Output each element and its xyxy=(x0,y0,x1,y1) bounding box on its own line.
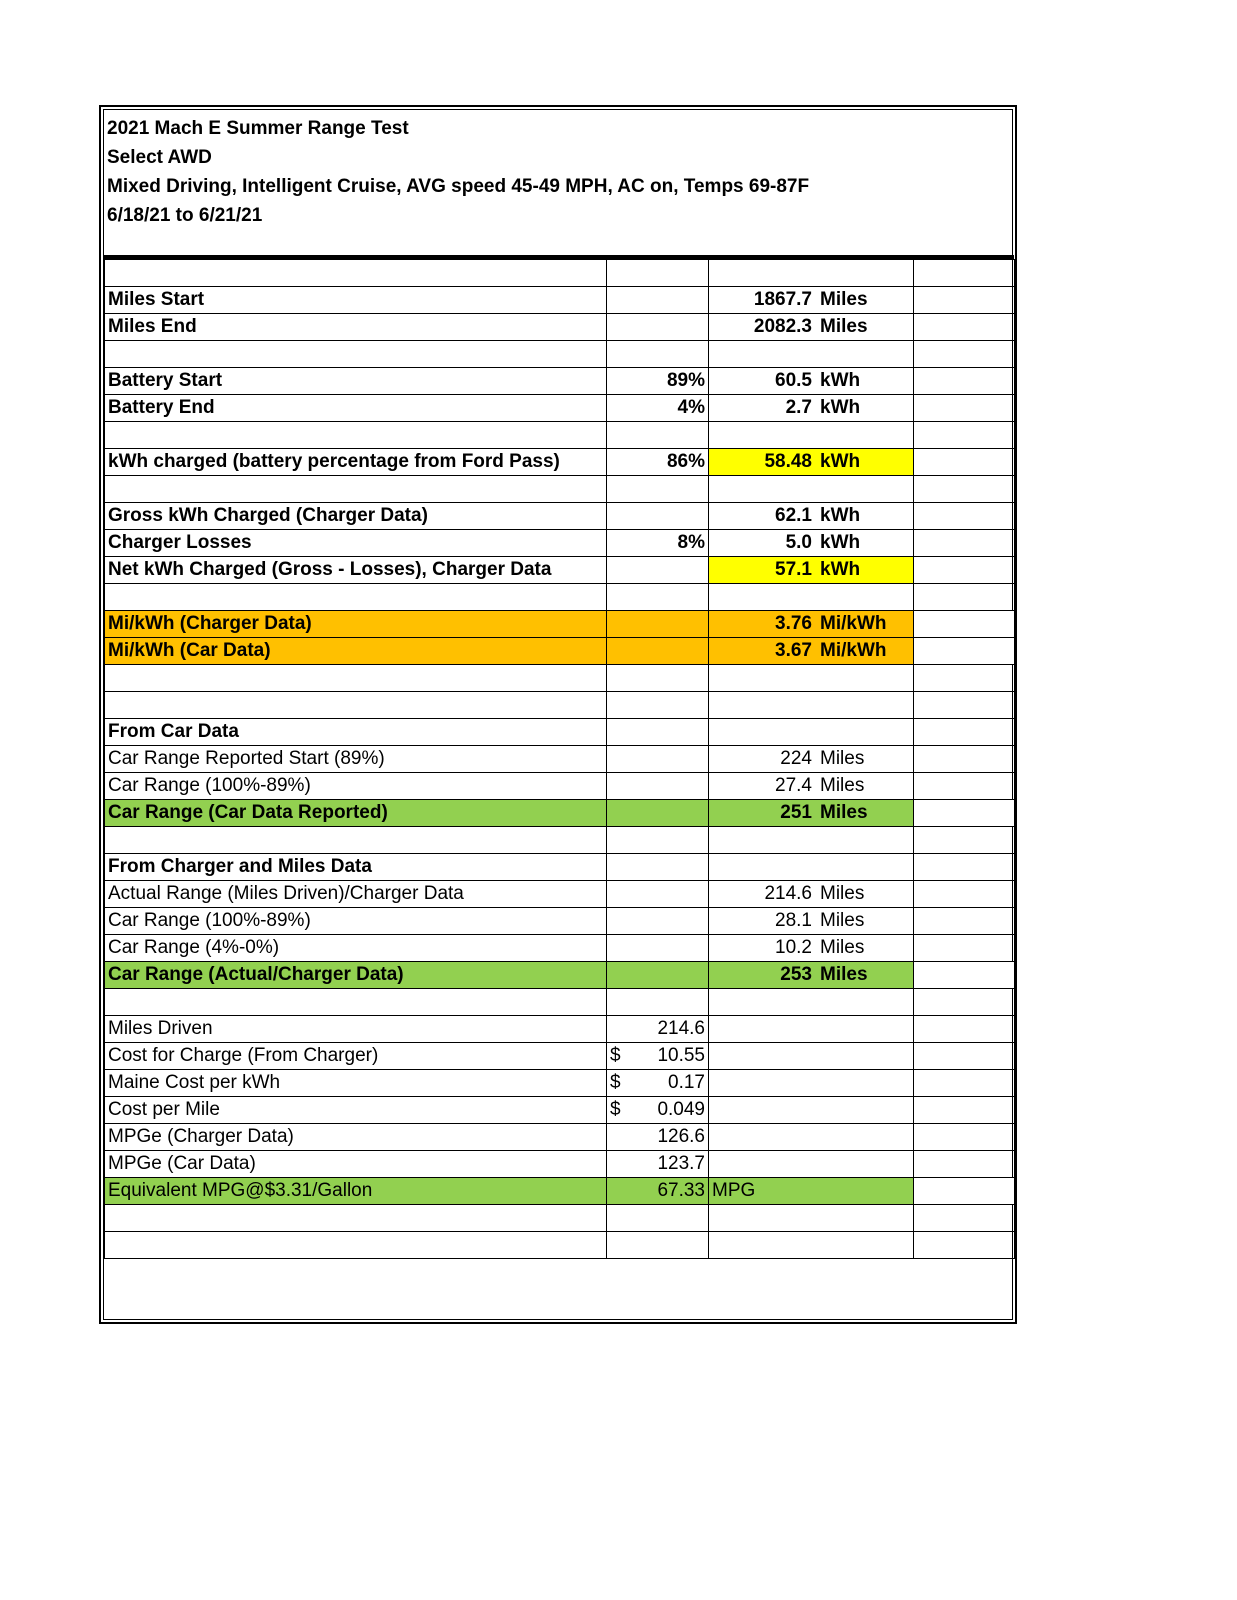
row-empty-cell xyxy=(914,422,1015,449)
row-label: Mi/kWh (Charger Data) xyxy=(105,611,607,638)
row-unit: Miles xyxy=(820,910,865,931)
row-unit: Miles xyxy=(820,802,868,823)
row-percent-cell xyxy=(607,1070,709,1097)
row-value: 58.48 xyxy=(764,451,812,472)
row-value-cell xyxy=(709,260,914,287)
row-label xyxy=(105,665,607,692)
table-row xyxy=(105,881,1015,908)
table-row xyxy=(105,692,1015,719)
table-row xyxy=(105,908,1015,935)
row-empty-cell xyxy=(914,1043,1015,1070)
row-label: Battery End xyxy=(105,395,607,422)
row-empty-cell xyxy=(914,1124,1015,1151)
sheet-header xyxy=(107,114,1007,252)
table-row xyxy=(105,1097,1015,1124)
row-value: 10.2 xyxy=(775,937,812,958)
table-row xyxy=(105,557,1015,584)
table-row xyxy=(105,1178,1015,1205)
row-percent-cell xyxy=(607,314,709,341)
row-empty-cell xyxy=(914,935,1015,962)
row-percent-cell xyxy=(607,773,709,800)
table-row xyxy=(105,476,1015,503)
row-unit: Mi/kWh xyxy=(820,613,887,634)
row-value-cell xyxy=(709,800,914,827)
row-value: 224 xyxy=(780,748,812,769)
row-label: Car Range (Actual/Charger Data) xyxy=(105,962,607,989)
row-value-cell xyxy=(709,854,914,881)
row-value-cell xyxy=(709,422,914,449)
row-empty-cell xyxy=(914,260,1015,287)
row-label xyxy=(105,827,607,854)
row-label: Gross kWh Charged (Charger Data) xyxy=(105,503,607,530)
row-value: 5.0 xyxy=(785,532,812,553)
row-value-cell xyxy=(709,827,914,854)
row-percent-cell xyxy=(607,935,709,962)
row-label: Car Range (100%-89%) xyxy=(105,908,607,935)
row-percent-cell xyxy=(607,908,709,935)
row-value: 214.6 xyxy=(764,883,812,904)
table-row xyxy=(105,638,1015,665)
table-row xyxy=(105,368,1015,395)
row-value: 60.5 xyxy=(775,370,812,391)
table-row xyxy=(105,422,1015,449)
row-label: Net kWh Charged (Gross - Losses), Charger Data xyxy=(105,557,607,584)
row-label: Charger Losses xyxy=(105,530,607,557)
row-empty-cell xyxy=(914,827,1015,854)
row-unit: Mi/kWh xyxy=(820,640,887,661)
table-row xyxy=(105,854,1015,881)
row-value-cell xyxy=(709,449,914,476)
row-unit: kWh xyxy=(820,370,861,391)
row-percent-cell xyxy=(607,260,709,287)
row-value-cell xyxy=(709,368,914,395)
row-empty-cell xyxy=(914,476,1015,503)
row-label xyxy=(105,476,607,503)
row-percent-cell xyxy=(607,746,709,773)
row-label: MPGe (Charger Data) xyxy=(105,1124,607,1151)
row-label xyxy=(105,1205,607,1232)
row-percent-cell: 8% xyxy=(607,530,709,557)
row-value-cell xyxy=(709,638,914,665)
row-value-cell xyxy=(709,287,914,314)
currency-symbol: $ xyxy=(610,1045,621,1066)
row-percent-cell xyxy=(607,881,709,908)
row-value: 253 xyxy=(780,964,812,985)
row-label: MPGe (Car Data) xyxy=(105,1151,607,1178)
row-empty-cell xyxy=(914,1016,1015,1043)
row-empty-cell xyxy=(914,530,1015,557)
row-label: Cost for Charge (From Charger) xyxy=(105,1043,607,1070)
row-value-cell xyxy=(709,476,914,503)
row-percent-cell xyxy=(607,422,709,449)
row-value-cell xyxy=(709,1178,914,1205)
row-unit: Miles xyxy=(820,937,865,958)
table-row xyxy=(105,1043,1015,1070)
row-value-cell xyxy=(709,611,914,638)
currency-amount: 10.55 xyxy=(657,1045,705,1066)
row-value: 2.7 xyxy=(785,397,812,418)
row-value-cell xyxy=(709,719,914,746)
row-value-cell xyxy=(709,1043,914,1070)
row-percent-cell xyxy=(607,800,709,827)
row-empty-cell xyxy=(914,1070,1015,1097)
table-row xyxy=(105,719,1015,746)
table-row xyxy=(105,1205,1015,1232)
row-value-cell xyxy=(709,395,914,422)
row-value-cell xyxy=(709,908,914,935)
row-percent-cell xyxy=(607,719,709,746)
row-label: Car Range (4%-0%) xyxy=(105,935,607,962)
row-value-cell xyxy=(709,773,914,800)
currency-amount: 0.17 xyxy=(668,1072,705,1093)
row-unit: kWh xyxy=(820,397,861,418)
row-value: 27.4 xyxy=(775,775,812,796)
row-empty-cell xyxy=(914,314,1015,341)
sheet-subtitle: Select AWD xyxy=(107,147,212,168)
table-row xyxy=(105,962,1015,989)
row-empty-cell xyxy=(914,854,1015,881)
row-value-cell xyxy=(709,314,914,341)
row-empty-cell xyxy=(914,449,1015,476)
row-label: Cost per Mile xyxy=(105,1097,607,1124)
row-percent-cell: 86% xyxy=(607,449,709,476)
row-percent-cell xyxy=(607,476,709,503)
row-unit: kWh xyxy=(820,505,861,526)
data-table xyxy=(104,259,1015,1259)
table-row xyxy=(105,530,1015,557)
row-label: Miles End xyxy=(105,314,607,341)
table-row xyxy=(105,503,1015,530)
row-unit: kWh xyxy=(820,559,861,580)
row-percent-cell xyxy=(607,854,709,881)
row-empty-cell xyxy=(914,557,1015,584)
table-row xyxy=(105,1070,1015,1097)
row-percent-cell xyxy=(607,1043,709,1070)
row-value-cell xyxy=(709,1070,914,1097)
row-value: 62.1 xyxy=(775,505,812,526)
row-value-cell xyxy=(709,746,914,773)
row-label: Car Range (Car Data Reported) xyxy=(105,800,607,827)
table-row xyxy=(105,314,1015,341)
row-unit: Miles xyxy=(820,316,868,337)
row-label xyxy=(105,1232,607,1259)
row-value: 28.1 xyxy=(775,910,812,931)
row-percent-cell xyxy=(607,692,709,719)
row-value-cell xyxy=(709,341,914,368)
row-percent-cell xyxy=(607,827,709,854)
row-label: Car Range (100%-89%) xyxy=(105,773,607,800)
row-label: Battery Start xyxy=(105,368,607,395)
row-empty-cell xyxy=(914,395,1015,422)
row-unit: Miles xyxy=(820,883,865,904)
row-value-cell xyxy=(709,1232,914,1259)
row-value-cell xyxy=(709,1016,914,1043)
row-percent-cell: 123.7 xyxy=(607,1151,709,1178)
row-label xyxy=(105,341,607,368)
row-label xyxy=(105,692,607,719)
row-value-cell xyxy=(709,962,914,989)
row-label xyxy=(105,422,607,449)
row-empty-cell xyxy=(914,503,1015,530)
currency-symbol: $ xyxy=(610,1072,621,1093)
row-percent-cell xyxy=(607,1205,709,1232)
row-empty-cell xyxy=(914,584,1015,611)
row-percent-cell xyxy=(607,989,709,1016)
row-label: From Car Data xyxy=(105,719,607,746)
row-value-cell xyxy=(709,557,914,584)
row-percent-cell xyxy=(607,638,709,665)
test-dates: 6/18/21 to 6/21/21 xyxy=(107,205,263,226)
row-percent-cell: 89% xyxy=(607,368,709,395)
table-row xyxy=(105,449,1015,476)
row-label: Actual Range (Miles Driven)/Charger Data xyxy=(105,881,607,908)
row-percent-cell xyxy=(607,665,709,692)
row-label xyxy=(105,989,607,1016)
row-label: Car Range Reported Start (89%) xyxy=(105,746,607,773)
row-value-cell xyxy=(709,1124,914,1151)
row-empty-cell xyxy=(914,287,1015,314)
table-row xyxy=(105,773,1015,800)
row-value-cell xyxy=(709,1097,914,1124)
row-value-cell xyxy=(709,989,914,1016)
row-label: From Charger and Miles Data xyxy=(105,854,607,881)
row-percent-cell: 67.33 xyxy=(607,1178,709,1205)
row-empty-cell xyxy=(914,341,1015,368)
sheet-title: 2021 Mach E Summer Range Test xyxy=(107,118,409,139)
row-label: kWh charged (battery percentage from Ford Pass) xyxy=(105,449,607,476)
row-percent-cell xyxy=(607,1097,709,1124)
row-label xyxy=(105,584,607,611)
row-percent-cell xyxy=(607,287,709,314)
table-row xyxy=(105,1232,1015,1259)
row-empty-cell xyxy=(914,746,1015,773)
row-percent-cell: 126.6 xyxy=(607,1124,709,1151)
row-value: 2082.3 xyxy=(753,316,812,337)
table-row xyxy=(105,800,1015,827)
row-unit: Miles xyxy=(820,748,865,769)
row-value-cell xyxy=(709,530,914,557)
table-row xyxy=(105,260,1015,287)
row-empty-cell xyxy=(914,1178,1015,1205)
row-percent-cell xyxy=(607,503,709,530)
row-value-cell xyxy=(709,665,914,692)
row-percent-cell xyxy=(607,341,709,368)
table-row xyxy=(105,665,1015,692)
table-row xyxy=(105,341,1015,368)
test-conditions: Mixed Driving, Intelligent Cruise, AVG speed 45-49 MPH, AC on, Temps 69-87F xyxy=(107,176,810,197)
currency-amount: 0.049 xyxy=(657,1099,705,1120)
table-row xyxy=(105,1016,1015,1043)
row-unit: MPG xyxy=(712,1180,756,1201)
row-label xyxy=(105,260,607,287)
sheet-inner-border xyxy=(103,109,1013,1320)
row-unit: Miles xyxy=(820,289,868,310)
row-empty-cell xyxy=(914,989,1015,1016)
row-value-cell xyxy=(709,881,914,908)
row-unit: Miles xyxy=(820,775,865,796)
table-row xyxy=(105,935,1015,962)
row-empty-cell xyxy=(914,368,1015,395)
row-empty-cell xyxy=(914,908,1015,935)
row-empty-cell xyxy=(914,1205,1015,1232)
table-row xyxy=(105,584,1015,611)
row-percent-cell xyxy=(607,962,709,989)
table-row xyxy=(105,746,1015,773)
row-percent-cell xyxy=(607,611,709,638)
row-empty-cell xyxy=(914,881,1015,908)
row-value-cell xyxy=(709,584,914,611)
table-row xyxy=(105,1151,1015,1178)
row-empty-cell xyxy=(914,800,1015,827)
row-label: Equivalent MPG@$3.31/Gallon xyxy=(105,1178,607,1205)
row-unit: Miles xyxy=(820,964,868,985)
row-label: Miles Start xyxy=(105,287,607,314)
table-row xyxy=(105,287,1015,314)
row-percent-cell: 4% xyxy=(607,395,709,422)
row-empty-cell xyxy=(914,692,1015,719)
row-percent-cell xyxy=(607,557,709,584)
row-percent-cell xyxy=(607,1232,709,1259)
row-unit: kWh xyxy=(820,532,861,553)
table-row xyxy=(105,611,1015,638)
table-row xyxy=(105,989,1015,1016)
row-value: 57.1 xyxy=(775,559,812,580)
row-value: 3.67 xyxy=(775,640,812,661)
row-label: Maine Cost per kWh xyxy=(105,1070,607,1097)
row-value: 3.76 xyxy=(775,613,812,634)
row-empty-cell xyxy=(914,638,1015,665)
table-row xyxy=(105,1124,1015,1151)
row-label: Miles Driven xyxy=(105,1016,607,1043)
row-empty-cell xyxy=(914,1151,1015,1178)
row-unit: kWh xyxy=(820,451,861,472)
row-empty-cell xyxy=(914,665,1015,692)
row-empty-cell xyxy=(914,773,1015,800)
row-value-cell xyxy=(709,503,914,530)
row-empty-cell xyxy=(914,962,1015,989)
row-value-cell xyxy=(709,1151,914,1178)
row-percent-cell: 214.6 xyxy=(607,1016,709,1043)
table-row xyxy=(105,827,1015,854)
row-value-cell xyxy=(709,1205,914,1232)
row-value-cell xyxy=(709,692,914,719)
row-value-cell xyxy=(709,935,914,962)
currency-symbol: $ xyxy=(610,1099,621,1120)
row-percent-cell xyxy=(607,584,709,611)
row-empty-cell xyxy=(914,1232,1015,1259)
row-value: 1867.7 xyxy=(753,289,812,310)
table-row xyxy=(105,395,1015,422)
row-value: 251 xyxy=(780,802,812,823)
range-test-sheet xyxy=(99,105,1017,1324)
row-empty-cell xyxy=(914,1097,1015,1124)
row-empty-cell xyxy=(914,719,1015,746)
row-label: Mi/kWh (Car Data) xyxy=(105,638,607,665)
row-empty-cell xyxy=(914,611,1015,638)
